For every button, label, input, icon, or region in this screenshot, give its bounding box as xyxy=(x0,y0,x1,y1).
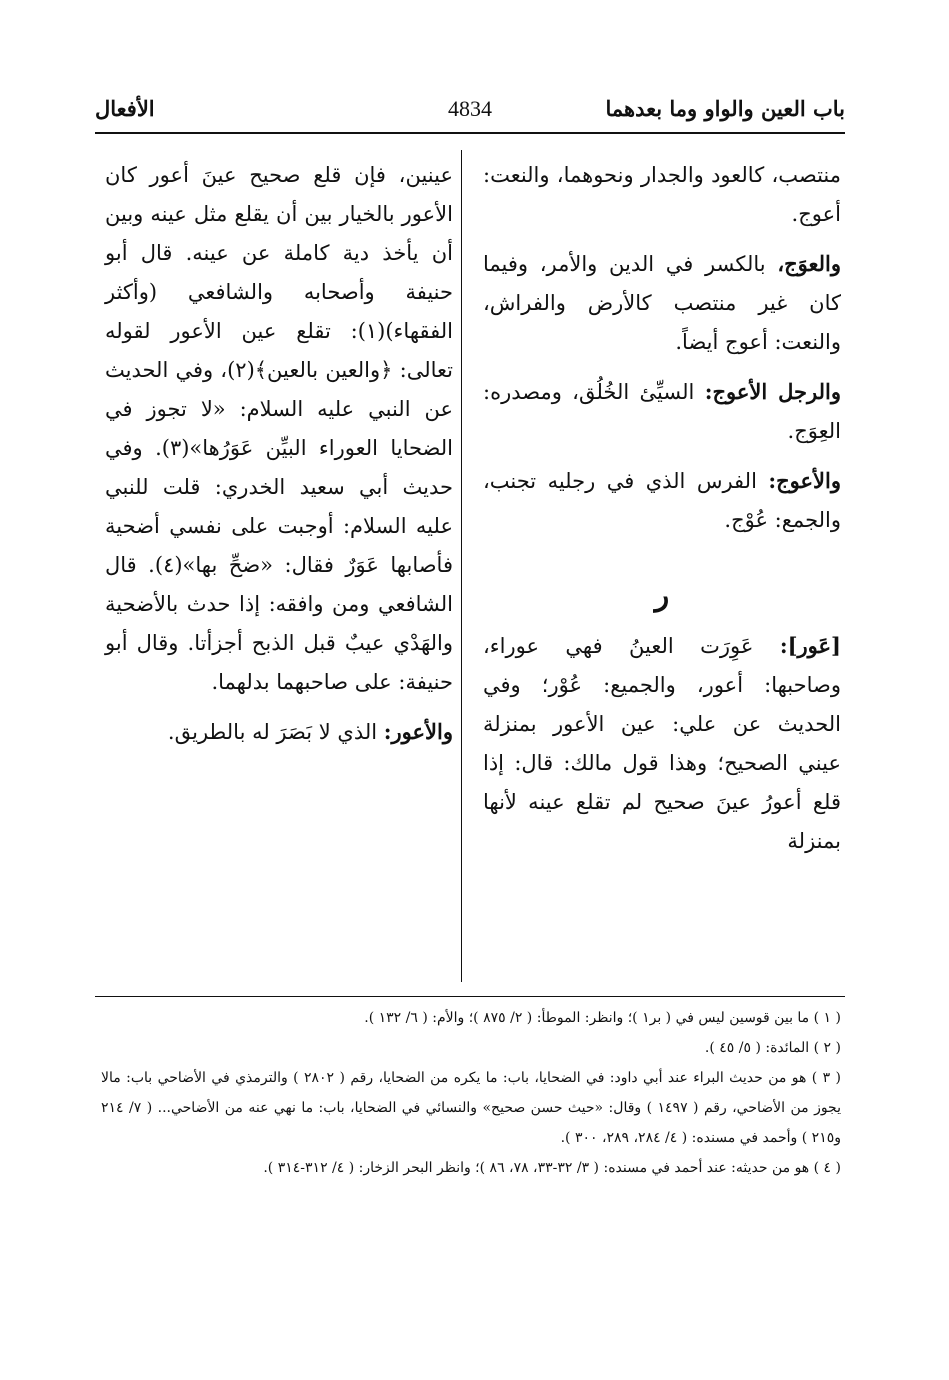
paragraph-text: بالكسر في الدين والأمر، وفيما كان غير منتصب كالأرض والفراش، والنعت: أعوج أيضاً. xyxy=(483,252,841,354)
footnote: ( ٣ ) هو من حديث البراء عند أبي داود: في الضحايا، باب: ما يكره من الضحايا، رقم ( ٢٨٠٢ ) والترمذي في الأضاحي باب: مالا يجوز من الأضاحي، رقم ( ١٤٩٧ ) وقال: «حيث حسن صحيح» والنسائي في الضحايا، باب: ما نهي عنه من الأضاحي... ( ٧/ ٢١٤ و٢١٥ ) وأحمد في مسنده: ( ٤/ ٢٨٤، ٢٨٩، ٣٠٠ ). xyxy=(101,1070,841,1146)
page-header xyxy=(95,88,845,132)
paragraph-text: السيِّئ الخُلُق، ومصدره: العِوَج. xyxy=(483,380,841,443)
header-rule xyxy=(95,132,845,134)
paragraph-text: منتصب، كالعود والجدار ونحوهما، والنعت: أعوج. xyxy=(483,163,841,226)
paragraph-text: عَوِرَت العينُ فهي عوراء، وصاحبها: أعور، والجميع: عُوْر؛ وفي الحديث عن علي: عين الأعور بمنزلة عيني الصحيح؛ وهذا قول مالك: قال: إذا قلع أعورُ عينَ صحيح لم تقلع عينه لأنها بمنزلة xyxy=(483,634,841,853)
paragraph-text: عينين، فإن قلع صحيح عينَ أعور كان الأعور بالخيار بين أن يقلع مثل عينه وبين أن يأخذ دية كاملة عن عينه. قال أبو حنيفة وأصحابه والشافعي (وأكثر الفقهاء)(١): تقلع عين الأعور لقوله تعالى: ﴿والعين بالعين﴾(٢)، وفي الحديث عن النبي عليه السلام: «لا تجوز في الضحايا العوراء البيِّن عَوَرُها»(٣). وفي حديث أبي سعيد الخدري: قلت للنبي عليه السلام: أوجبت على نفسي أضحية فأصابها عَوَرٌ فقال: «ضحِّ بها»(٤). قال الشافعي ومن وافقه: إذا حدث بالأضحية والهَدْي عيبٌ قبل الذبح أجزأتا. وقال أبو حنيفة: على صاحبهما بدلهما. xyxy=(105,163,453,694)
entry-headword: والرجل الأعوج: xyxy=(704,379,841,404)
paragraph xyxy=(105,156,453,702)
footnote: ( ٤ ) هو من حديثه: عند أحمد في مسنده: ( ٣/ ٣٢-٣٣، ٧٨، ٨٦ )؛ وانظر البحر الزخار: ( ٤/ ٣١٢-٣١٤ ). xyxy=(263,1160,841,1176)
section-title: باب العين والواو وما بعدهما xyxy=(605,96,845,121)
section-letter: ر xyxy=(654,578,670,613)
footnote: ( ١ ) ما بين قوسين ليس في ( بر١ )؛ وانظر: الموطأ: ( ٢/ ٨٧٥ )؛ والأم: ( ٦/ ١٣٢ ). xyxy=(364,1010,841,1026)
paragraph xyxy=(105,712,453,752)
entry-headword: [عَور]: xyxy=(779,633,841,658)
entry-headword: والأعوج: xyxy=(768,468,841,493)
footnotes xyxy=(101,1003,841,1183)
paragraph xyxy=(483,372,841,451)
left-column xyxy=(105,156,453,762)
paragraph xyxy=(483,461,841,540)
footnote-rule xyxy=(95,996,845,997)
page-number: 4834 xyxy=(448,96,492,121)
entry-headword: والأعور: xyxy=(383,719,453,744)
paragraph-text: الفرس الذي في رجليه تجنب، والجمع: عُوْج. xyxy=(483,469,841,532)
column-separator xyxy=(461,150,462,982)
paragraph-text: الذي لا بَصَرَ له بالطريق. xyxy=(167,720,384,744)
footnote: ( ٢ ) المائدة: ( ٥/ ٤٥ ). xyxy=(704,1040,841,1056)
paragraph xyxy=(483,626,841,861)
right-column xyxy=(483,156,841,871)
paragraph xyxy=(483,244,841,362)
book-part-title: الأفعال xyxy=(95,96,155,121)
paragraph xyxy=(483,156,841,234)
entry-headword: والعوَج، xyxy=(777,251,841,276)
